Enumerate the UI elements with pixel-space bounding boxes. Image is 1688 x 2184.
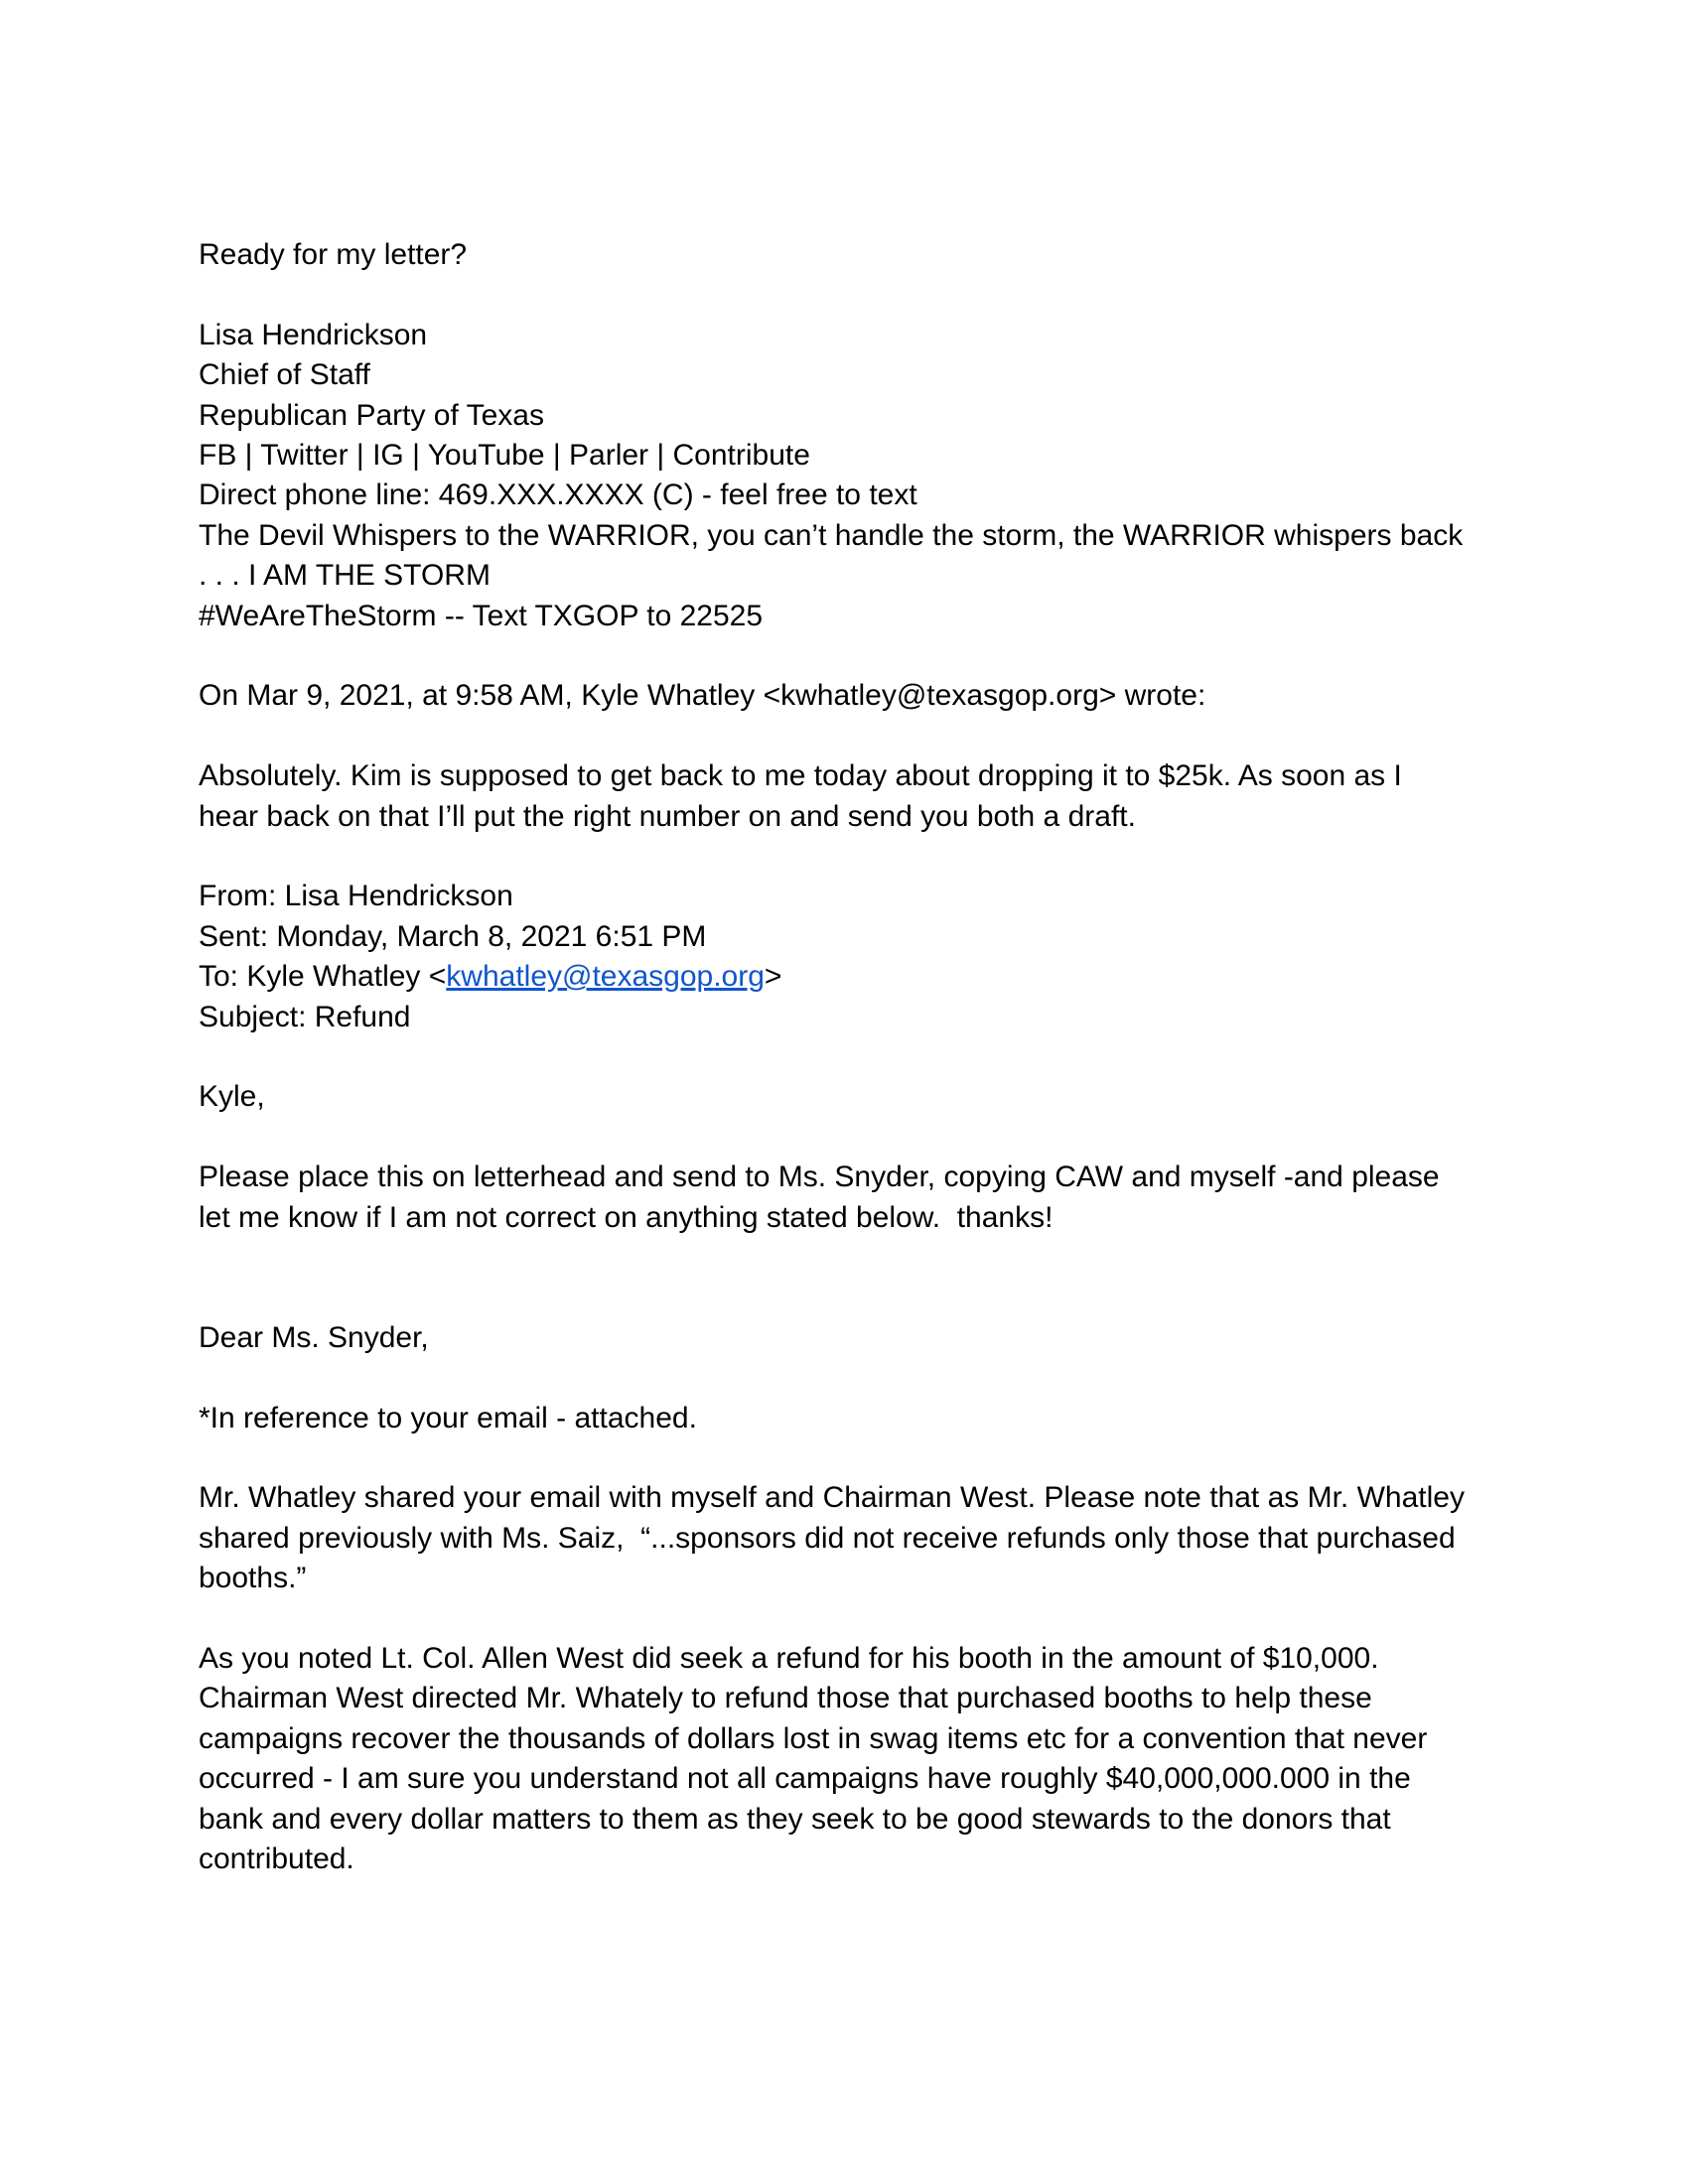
reply-body (199, 756, 1499, 837)
reply-body-line: Absolutely. Kim is supposed to get back to me today about dropping it to $25k. As soon as I (199, 759, 1402, 793)
spacer (199, 717, 1499, 756)
to-line (199, 957, 1499, 997)
intro-line: Ready for my letter? (199, 238, 468, 271)
paragraph-line: booths.” (199, 1562, 307, 1595)
spacer (199, 275, 1499, 315)
subject-line: Subject: Refund (199, 1000, 411, 1033)
paragraph-line: campaigns recover the thousands of dollars lost in swag items etc for a convention that never (199, 1721, 1428, 1755)
spacer (199, 1599, 1499, 1639)
letter-paragraph-1 (199, 1478, 1499, 1598)
paragraph-line: As you noted Lt. Col. Allen West did seek a refund for his booth in the amount of $10,000. (199, 1642, 1379, 1676)
spacer (199, 1358, 1499, 1398)
paragraph-line: Mr. Whatley shared your email with myself and Chairman West. Please note that as Mr. Whatley (199, 1481, 1465, 1515)
signature-quote-line: . . . I AM THE STORM (199, 559, 491, 593)
spacer (199, 837, 1499, 877)
letter-paragraph-2 (199, 1639, 1499, 1879)
email-document (199, 235, 1499, 1880)
signature-title: Chief of Staff (199, 358, 370, 392)
paragraph-line: bank and every dollar matters to them as they seek to be good stewards to the donors that (199, 1802, 1391, 1836)
letter-salutation: Dear Ms. Snyder, (199, 1320, 429, 1354)
signature-name: Lisa Hendrickson (199, 318, 428, 351)
spacer (199, 1438, 1499, 1478)
paragraph-line: occurred - I am sure you understand not all campaigns have roughly $40,000,000.000 in the (199, 1762, 1411, 1796)
spacer (199, 1118, 1499, 1158)
paragraph-line: contributed. (199, 1843, 354, 1876)
spacer (199, 1238, 1499, 1318)
original-message-header (199, 877, 1499, 1037)
signature-quote-line: The Devil Whispers to the WARRIOR, you can’t handle the storm, the WARRIOR whispers back (199, 518, 1464, 552)
signature-social-links: FB | Twitter | IG | YouTube | Parler | Contribute (199, 439, 810, 473)
paragraph-line: shared previously with Ms. Saiz, “...sponsors did not receive refunds only those that purchased (199, 1521, 1456, 1555)
email-signature (199, 316, 1499, 636)
to-email-link[interactable]: kwhatley@texasgop.org (446, 960, 765, 994)
spacer (199, 1037, 1499, 1077)
signature-phone: Direct phone line: 469.XXX.XXXX (C) - feel free to text (199, 478, 917, 512)
reply-body-line: hear back on that I’ll put the right number on and send you both a draft. (199, 799, 1136, 833)
instructions-paragraph (199, 1158, 1499, 1238)
sent-line: Sent: Monday, March 8, 2021 6:51 PM (199, 919, 707, 953)
instructions-line: Please place this on letterhead and send to Ms. Snyder, copying CAW and myself -and please (199, 1160, 1440, 1194)
from-line: From: Lisa Hendrickson (199, 880, 513, 913)
to-prefix: To: Kyle Whatley < (199, 960, 447, 994)
signature-org: Republican Party of Texas (199, 398, 544, 432)
greeting: Kyle, (199, 1080, 265, 1114)
paragraph-line: Chairman West directed Mr. Whately to refund those that purchased booths to help these (199, 1682, 1372, 1715)
letter-reference: *In reference to your email - attached. (199, 1401, 697, 1434)
signature-hashtag: #WeAreTheStorm -- Text TXGOP to 22525 (199, 599, 764, 632)
reply-header: On Mar 9, 2021, at 9:58 AM, Kyle Whatley <kwhatley@texasgop.org> wrote: (199, 679, 1206, 713)
instructions-line: let me know if I am not correct on anything stated below. thanks! (199, 1200, 1054, 1234)
to-suffix: > (764, 960, 782, 994)
spacer (199, 636, 1499, 676)
